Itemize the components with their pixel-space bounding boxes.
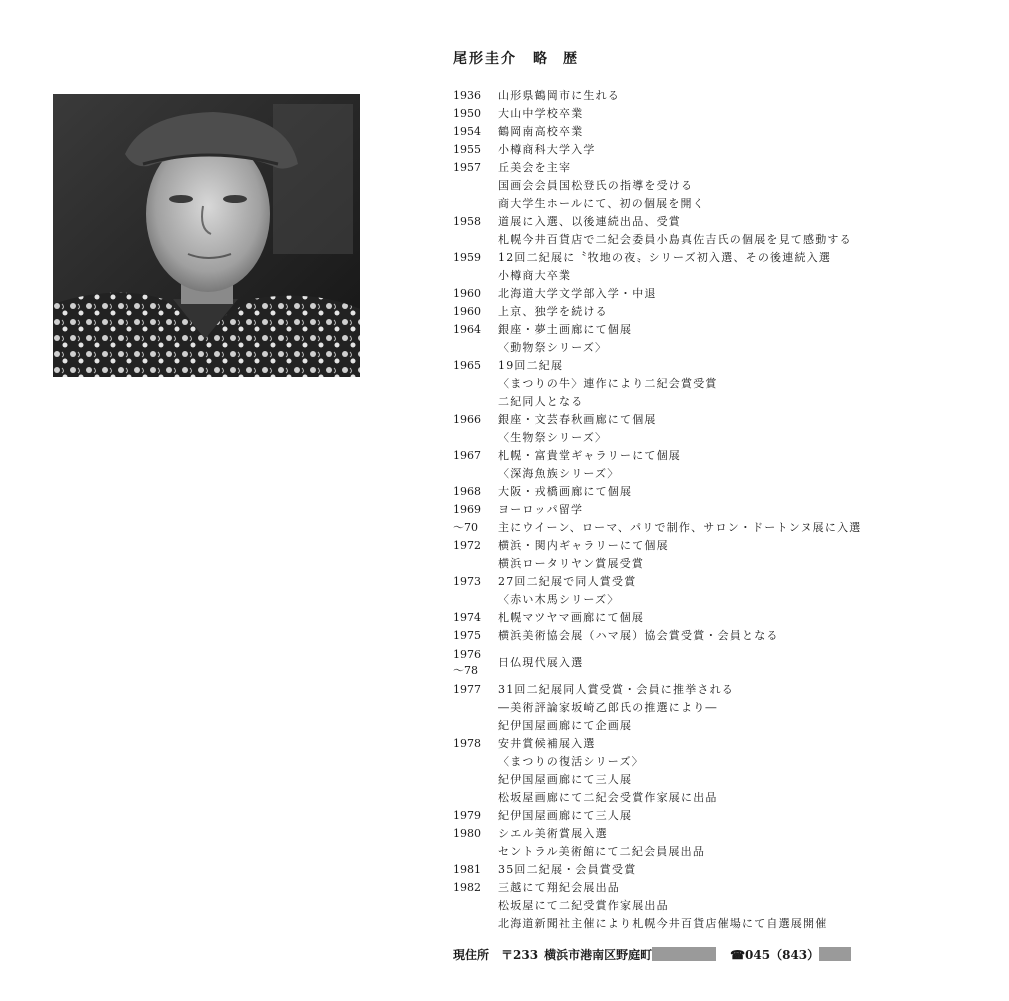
bio-text: 上京、独学を続ける [498, 305, 608, 318]
bio-year [453, 897, 498, 915]
bio-text: 大阪・戎橋画廊にて個展 [498, 485, 633, 498]
bio-year [453, 231, 498, 249]
bio-row [453, 915, 993, 933]
bio-year: 1965 [453, 359, 481, 372]
bio-text: シエル美術賞展入選 [498, 827, 608, 840]
bio-text: 小樽商大卒業 [498, 269, 572, 282]
bio-text: 紀伊国屋画廊にて三人展 [498, 809, 633, 822]
bio-row [453, 537, 993, 555]
bio-year [453, 915, 498, 933]
bio-year [453, 465, 498, 483]
bio-text: 商大学生ホールにて、初の個展を開く [498, 197, 705, 210]
bio-year [453, 843, 498, 861]
bio-row [453, 501, 993, 519]
bio-year [453, 591, 498, 609]
bio-text: 札幌マツヤマ画廊にて個展 [498, 611, 645, 624]
bio-year [453, 429, 498, 447]
bio-row [453, 141, 993, 159]
bio-year: 1960 [453, 287, 481, 300]
redacted-address [652, 947, 716, 961]
bio-text: 国画会会員国松登氏の指導を受ける [498, 179, 694, 192]
bio-year: 1954 [453, 125, 481, 138]
bio-row [453, 825, 993, 843]
bio-year: 1975 [453, 629, 481, 642]
bio-row [453, 879, 993, 897]
bio-text: 31回二紀展同人賞受賞・会員に推挙される [498, 683, 734, 696]
bio-year: 1955 [453, 143, 481, 156]
phone-number: ☎045（843） [730, 947, 820, 962]
bio-row [453, 753, 993, 771]
bio-row [453, 699, 993, 717]
bio-row [453, 609, 993, 627]
bio-year [453, 717, 498, 735]
bio-text: 北海道新聞社主催により札幌今井百貨店催場にて自選展開催 [498, 917, 828, 930]
bio-row [453, 159, 993, 177]
bio-text: 〈生物祭シリーズ〉 [498, 431, 608, 444]
bio-row [453, 573, 993, 591]
bio-year: 1960 [453, 305, 481, 318]
bio-row [453, 555, 993, 573]
bio-row [453, 375, 993, 393]
redacted-phone [819, 947, 851, 961]
bio-row [453, 357, 993, 375]
bio-year: 1977 [453, 683, 481, 696]
bio-year: 1978 [453, 737, 481, 750]
bio-text: 主にウイーン、ローマ、パリで制作、サロン・ドートンヌ展に入選 [498, 521, 862, 534]
bio-text: 小樽商科大学入学 [498, 143, 596, 156]
bio-row [453, 303, 993, 321]
postal-code: 〒233 [501, 947, 539, 962]
bio-row [453, 177, 993, 195]
bio-text: 横浜・関内ギャラリーにて個展 [498, 539, 669, 552]
bio-row [453, 285, 993, 303]
bio-text: 松坂屋にて二紀受賞作家展出品 [498, 899, 669, 912]
bio-text: 横浜ロータリヤン賞展受賞 [498, 557, 645, 570]
bio-text: 道展に入選、以後連続出品、受賞 [498, 215, 681, 228]
bio-row [453, 447, 993, 465]
bio-text: 横浜美術協会展（ハマ展）協会賞受賞・会員となる [498, 629, 779, 642]
bio-text: 〈動物祭シリーズ〉 [498, 341, 608, 354]
bio-text: 札幌今井百貨店で二紀会委員小島真佐吉氏の個展を見て感動する [498, 233, 852, 246]
biography-list [453, 87, 993, 933]
bio-row [453, 843, 993, 861]
bio-text: 松坂屋画廊にて二紀会受賞作家展に出品 [498, 791, 718, 804]
title-label-1: 略 [533, 51, 549, 67]
bio-text: 丘美会を主宰 [498, 161, 572, 174]
bio-text: 紀伊国屋画廊にて企画展 [498, 719, 633, 732]
bio-row [453, 789, 993, 807]
bio-row [453, 717, 993, 735]
bio-year [453, 555, 498, 573]
bio-row [453, 249, 993, 267]
bio-text: 大山中学校卒業 [498, 107, 584, 120]
bio-text: 〈赤い木馬シリーズ〉 [498, 593, 620, 606]
bio-row [453, 87, 993, 105]
bio-row [453, 213, 993, 231]
bio-row [453, 339, 993, 357]
bio-row [453, 429, 993, 447]
bio-row [453, 771, 993, 789]
bio-row [453, 123, 993, 141]
bio-row [453, 393, 993, 411]
bio-year: 1976 ～78 [453, 648, 481, 677]
bio-year: 1968 [453, 485, 481, 498]
bio-year [453, 753, 498, 771]
bio-year: 1959 [453, 251, 481, 264]
bio-row [453, 411, 993, 429]
bio-year [453, 699, 498, 717]
bio-year: 1936 [453, 89, 481, 102]
bio-text: 札幌・富貴堂ギャラリーにて個展 [498, 449, 681, 462]
bio-year: 1969 [453, 503, 481, 516]
bio-text: 安井賞候補展入選 [498, 737, 596, 750]
bio-year [453, 339, 498, 357]
bio-year: 1958 [453, 215, 481, 228]
bio-text: 銀座・夢土画廊にて個展 [498, 323, 633, 336]
bio-text: ―美術評論家坂崎乙郎氏の推選により― [498, 701, 718, 714]
artist-name: 尾形圭介 [453, 51, 517, 67]
bio-row [453, 231, 993, 249]
bio-text: 35回二紀展・会員賞受賞 [498, 863, 637, 876]
bio-row [453, 321, 993, 339]
bio-text: 12回二紀展に〝牧地の夜〟シリーズ初入選、その後連続入選 [498, 251, 832, 264]
bio-row [453, 591, 993, 609]
bio-row [453, 861, 993, 879]
address-label: 現住所 [453, 947, 490, 962]
bio-text: 山形県鶴岡市に生れる [498, 89, 620, 102]
bio-year [453, 789, 498, 807]
bio-row [453, 267, 993, 285]
bio-row [453, 483, 993, 501]
address-line [453, 946, 851, 962]
bio-year [453, 195, 498, 213]
bio-row [453, 807, 993, 825]
bio-text: 二紀同人となる [498, 395, 584, 408]
bio-text: ヨーロッパ留学 [498, 503, 584, 516]
bio-text: 紀伊国屋画廊にて三人展 [498, 773, 633, 786]
bio-row [453, 105, 993, 123]
bio-year [453, 393, 498, 411]
bio-text: 鶴岡南高校卒業 [498, 125, 584, 138]
bio-year: 1972 [453, 539, 481, 552]
bio-year: 1966 [453, 413, 481, 426]
bio-row [453, 519, 993, 537]
bio-year: 1979 [453, 809, 481, 822]
page-title [453, 48, 579, 68]
bio-row [453, 735, 993, 753]
bio-year: 1974 [453, 611, 481, 624]
bio-year: 1950 [453, 107, 481, 120]
bio-row [453, 645, 993, 681]
portrait-image [53, 94, 360, 377]
bio-year [453, 771, 498, 789]
address-city: 横浜市港南区野庭町 [544, 947, 653, 962]
bio-text: 19回二紀展 [498, 359, 564, 372]
bio-row [453, 897, 993, 915]
portrait-photo [53, 94, 360, 377]
bio-year [453, 267, 498, 285]
bio-text: 〈まつりの牛〉連作により二紀会賞受賞 [498, 377, 718, 390]
bio-row [453, 195, 993, 213]
bio-year: 1982 [453, 881, 481, 894]
bio-text: 27回二紀展で同人賞受賞 [498, 575, 637, 588]
bio-text: 〈深海魚族シリーズ〉 [498, 467, 620, 480]
bio-text: 北海道大学文学部入学・中退 [498, 287, 657, 300]
bio-year: 1980 [453, 827, 481, 840]
bio-text: 〈まつりの復活シリーズ〉 [498, 755, 644, 768]
bio-text: 日仏現代展入選 [498, 656, 584, 669]
title-label-2: 歴 [563, 51, 579, 67]
bio-year: 1973 [453, 575, 481, 588]
bio-text: セントラル美術館にて二紀会員展出品 [498, 845, 706, 858]
bio-text: 銀座・文芸春秋画廊にて個展 [498, 413, 657, 426]
bio-year: ～70 [453, 521, 478, 534]
bio-text: 三越にて翔紀会展出品 [498, 881, 620, 894]
bio-row [453, 465, 993, 483]
bio-row [453, 627, 993, 645]
bio-year: 1957 [453, 161, 481, 174]
bio-year: 1981 [453, 863, 481, 876]
bio-year [453, 177, 498, 195]
bio-year: 1964 [453, 323, 481, 336]
bio-row [453, 681, 993, 699]
bio-year [453, 375, 498, 393]
bio-year: 1967 [453, 449, 481, 462]
